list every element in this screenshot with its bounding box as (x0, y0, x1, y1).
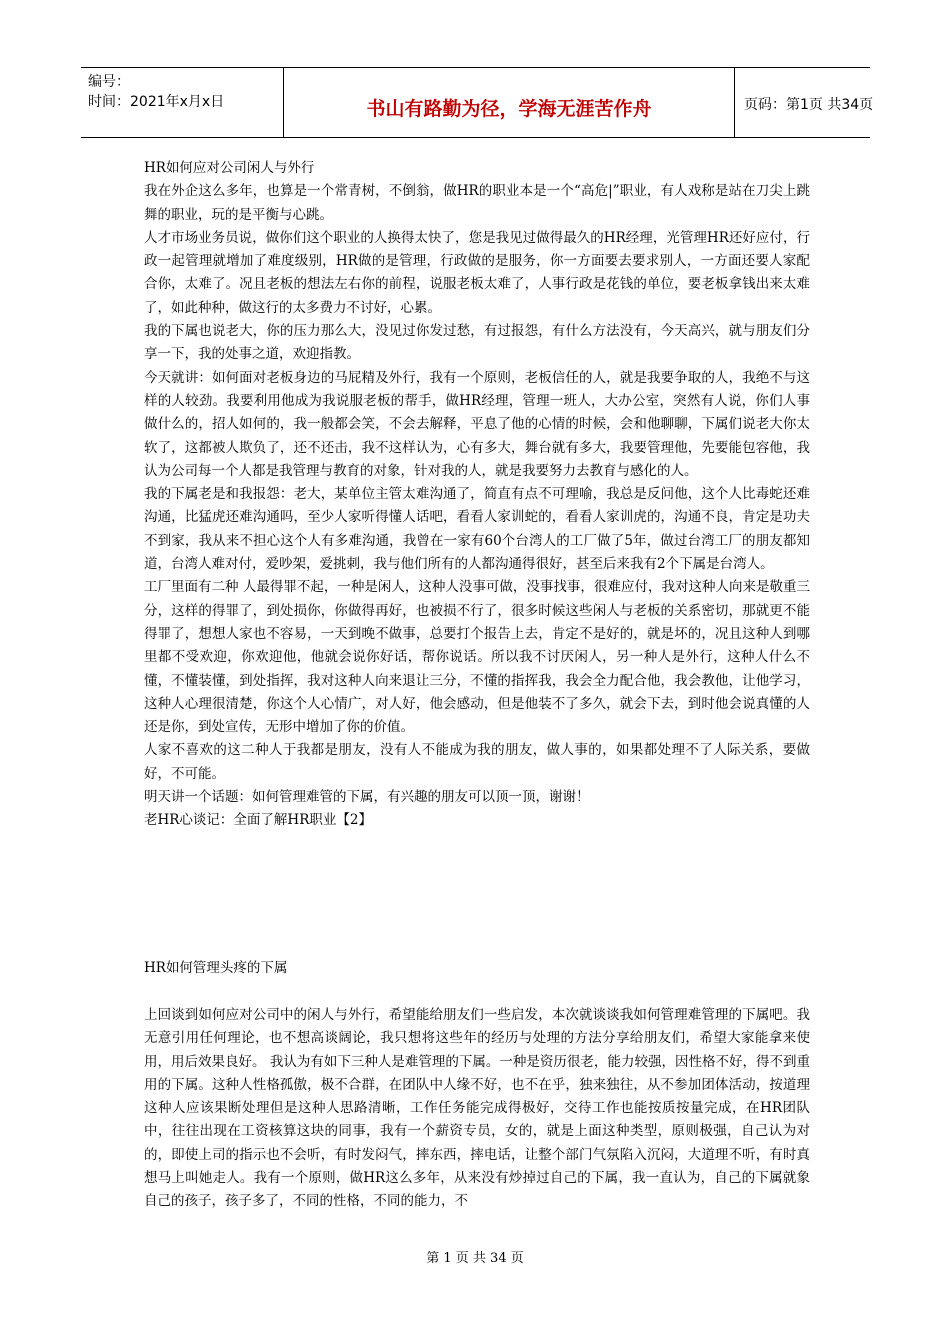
paragraph: 明天讲一个话题：如何管理难管的下属，有兴趣的朋友可以顶一顶，谢谢！ (144, 789, 590, 806)
header-page-cell (734, 68, 874, 137)
doc-number-label: 编号： (88, 74, 130, 90)
article-section-3 (144, 1004, 810, 1214)
document-header (81, 67, 874, 138)
paragraph: 我在外企这么多年，也算是一个常青树，不倒翁，做HR的职业本是一个“高危|”职业，有人戏称是站在刀尖上跳舞的职业，玩的是平衡与心跳。 (144, 183, 810, 223)
page-number-label: 页码：第1页 共34页 (744, 97, 874, 113)
date-label: 时间：2021年x月x日 (88, 94, 225, 110)
paragraph: 我的下属老是和我报怨：老大，某单位主管太难沟通了，简直有点不可理喻，我总是反问他，这个人比毒蛇还难沟通，比猛虎还难沟通吗，至少人家听得懂人话吧，看看人家训蛇的，看看人家训虎的，沟通不良，肯定是功夫不到家，我从来不担心这个人有多难沟通，我曾在一家有60个台湾人的工厂做了5年，做过台湾工厂的朋友都知道，台湾人难对付，爱吵架，爱挑刺，我与他们所有的人都沟通得很好，甚至后来我有2个下属是台湾人。 (144, 486, 810, 573)
paragraph: 今天就讲：如何面对老板身边的马屁精及外行，我有一个原则，老板信任的人，就是我要争取的人，我绝不与这样的人较劲。我要利用他成为我说服老板的帮手，做HR经理，管理一班人，大办公室，突然有人说，你们人事做什么的，招人如何的，我一般都会笑，不会去解释，平息了他的心情的时候，会和他聊聊，下属们说老大你太软了，这都被人欺负了，还不还击，我不这样认为，心有多大，舞台就有多大，我要管理他，先要能包容他，我认为公司每一个人都是我管理与教育的对象，针对我的人，就是我要努力去教育与感化的人。 (144, 369, 810, 479)
article-title: HR如何应对公司闲人与外行 (144, 160, 315, 176)
header-motto-cell (283, 68, 735, 137)
section-title: HR如何管理头疼的下属 (144, 960, 288, 976)
motto-text: 书山有路勤为径，学海无涯苦作舟 (366, 98, 652, 120)
paragraph: 上回谈到如何应对公司中的闲人与外行，希望能给朋友们一些启发，本次就谈谈我如何管理难管理的下属吧。我无意引用任何理论，也不想高谈阔论，我只想将这些年的经历与处理的方法分享给朋友们，希望大家能拿来使用，用后效果良好。 我认为有如下三种人是难管理的下属。一种是资历很老，能力较强，因性格不好，得不到重用的下属。这种人性格孤傲，极不合群，在团队中人缘不好，也不在乎，独来独往，从不参加团体活动，按道理这种人应该果断处理但是这种人思路清晰，工作任务能完成得极好，交待工作也能按质按量完成，在HR团队中，往往出现在工资核算这块的同事，我有一个薪资专员，女的，就是上面这种类型，原则极强，自己认为对的，即使上司的指示也不会听，有时发闷气，摔东西，摔电话，让整个部门气氛陷入沉闷，大道理不听，有时真想马上叫她走人。我有一个原则，做HR这么多年，从来没有炒掉过自己的下属，我一直认为，自己的下属就象自己的孩子，孩子多了，不同的性格，不同的能力，不 (144, 1007, 810, 1210)
series-title: 老HR心谈记：全面了解HR职业【2】 (144, 812, 372, 829)
article-section-2 (144, 957, 810, 980)
paragraph: 工厂里面有二种 人最得罪不起，一种是闲人，这种人没事可做，没事找事，很难应付，我对这种人向来是敬重三分，这样的得罪了，到处损你，你做得再好，也被损不行了，很多时候这些闲人与老板的关系密切，那就更不能得罪了，想想人家也不容易，一天到晚不做事，总要打个报告上去，肯定不是好的，就是坏的，况且这种人到哪里都不受欢迎，你欢迎他，他就会说你好话，帮你说话。所以我不讨厌闲人，另一种人是外行，这种人什么不懂，不懂装懂，到处指挥，我对这种人向来退让三分，不懂的指挥我，我会全力配合他，我会教他，让他学习，这种人心理很清楚，你这个人心情广，对人好，他会感动，但是他装不了多久，就会下去，到时他会说真懂的人还是你，到处宣传，无形中增加了你的价值。 (144, 579, 810, 736)
article-section-1 (144, 157, 810, 833)
page-footer: 第 1 页 共 34 页 (426, 1251, 524, 1266)
paragraph: 人才市场业务员说，做你们这个职业的人换得太快了，您是我见过做得最久的HR经理，光管理HR还好应付，行政一起管理就增加了难度级别，HR做的是管理，行政做的是服务，你一方面要去要求别人，一方面还要人家配合你，太难了。况且老板的想法左右你的前程，说服老板太难了，人事行政是花钱的单位，要老板拿钱出来太难了，如此种种，做这行的太多费力不讨好，心累。 (144, 229, 810, 316)
paragraph: 人家不喜欢的这二种人于我都是朋友，没有人不能成为我的朋友，做人事的，如果都处理不了人际关系，要做好，不可能。 (144, 742, 810, 782)
header-info-cell (81, 68, 283, 137)
paragraph: 我的下属也说老大，你的压力那么大，没见过你发过愁，有过报怨，有什么方法没有，今天高兴，就与朋友们分享一下，我的处事之道，欢迎指教。 (144, 323, 810, 363)
